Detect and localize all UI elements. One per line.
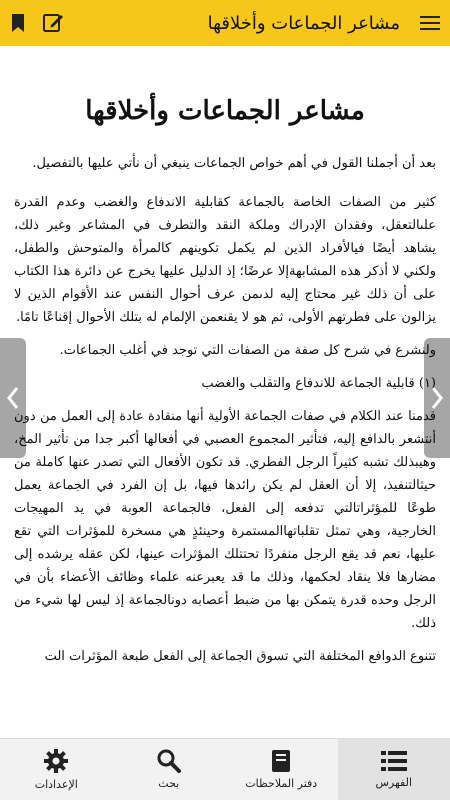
menu-icon[interactable]	[414, 10, 440, 36]
tab-search[interactable]	[113, 739, 226, 800]
search-icon	[157, 749, 181, 773]
chapter-title: مشاعر الجماعات وأخلاقها	[85, 96, 365, 126]
paragraph: ولنشرع في شرح كل صفة من الصفات التي توجد في أغلب الجماعات.	[59, 343, 436, 358]
chevron-left-icon	[6, 386, 20, 410]
reading-content[interactable]	[0, 46, 450, 738]
section-heading: (١) قابلية الجماعة للاندفاع والتقلب والغضب	[201, 376, 436, 391]
toolbar-actions	[10, 12, 64, 34]
tab-label: بحث	[158, 777, 180, 790]
bottom-navigation	[0, 738, 450, 800]
tab-settings[interactable]	[0, 739, 113, 800]
tab-notebook[interactable]	[225, 739, 338, 800]
bookmark-icon[interactable]	[10, 13, 26, 33]
gear-icon	[43, 748, 69, 774]
tab-label: دفتر الملاحظات	[245, 777, 318, 790]
chevron-right-icon	[430, 386, 444, 410]
app-bar	[0, 0, 450, 46]
tab-label: الإعدادات	[34, 778, 78, 791]
list-icon	[381, 750, 407, 772]
paragraph: تتنوع الدوافع المختلفة التي تسوق الجماعة إلى الفعل طبعة المؤثرات الت	[44, 649, 436, 664]
edit-note-icon[interactable]	[42, 12, 64, 34]
tab-contents[interactable]	[338, 739, 450, 800]
paragraph: كثير من الصفات الخاصة بالجماعة كقابلية الاندفاع والغضب وعدم القدرة علىالتعقل، وفقدان الإدراك وملكة النقد والتطرف في المشاعر وغير ذلك، يشاهد أيضًا فيالأفراد الذين لم يكمل تكوينهم كالمرأة والمتوحش والطفل، ولكني لا أذكر هذه المشابهةإلا عرضًا؛ إذ الدليل عليها يخرج عن دائرة هذا الكتاب على أن ذلك غير محتاج إليه لدىمن عرف أحوال النفس عند الأقوام الذين لا يزالون على فطرتهم الأولى، ثم هو لا يقنعمن الإلمام له بتلك الأحوال إقناعًا تامًا.	[14, 195, 436, 325]
notebook-icon	[271, 749, 291, 773]
previous-page-button[interactable]	[0, 338, 26, 458]
tab-label: الفهرس	[375, 776, 413, 789]
paragraph-intro: بعد أن أجملنا القول في أهم خواص الجماعات ينبغي أن نأتي عليها بالتفصيل.	[32, 156, 436, 171]
next-page-button[interactable]	[424, 338, 450, 458]
app-title: مشاعر الجماعات وأخلاقها	[207, 12, 400, 34]
paragraph: قدمنا عند الكلام في صفات الجماعة الأولية أنها منقادة عادة إلى العمل من دون أنتشعر بالدافع إليه، فتأثير المجموع العصبي في أفعالها أكبر جدا من تأثير المخ، وهيبذلك تشبه كثيراً الرجل الفطري. قد تكون الأفعال التي تصدر عنها كاملة من حيثالتنفيذ، إلا أن العقل لم يكن رائدها فيها، بل إن الفرد في الجماعة يعمل طوعًا للمؤثراتالتي تدفعه إلى الفعل، فالجماعة العوبة في يد المهيجات الخارجية، وهي تمثل تقلباتهاالمستمرة وحينئذٍ هي مسخرة للمؤثرات التي تقع عليها، نعم قد يقع الرجل منفردًا تحتتلك المؤثرات عينها، لكن عقله يرشده إلى مضارها فلا ينقاد لحكمها، وذلك ما قد يعبرعنه علماء وظائف الأعضاء بأن في الرجل وحده قدرة يتمكن بها من ضبط أعصابه دونالجماعة إذ ليس لها شيء من ذلك.	[14, 409, 436, 631]
